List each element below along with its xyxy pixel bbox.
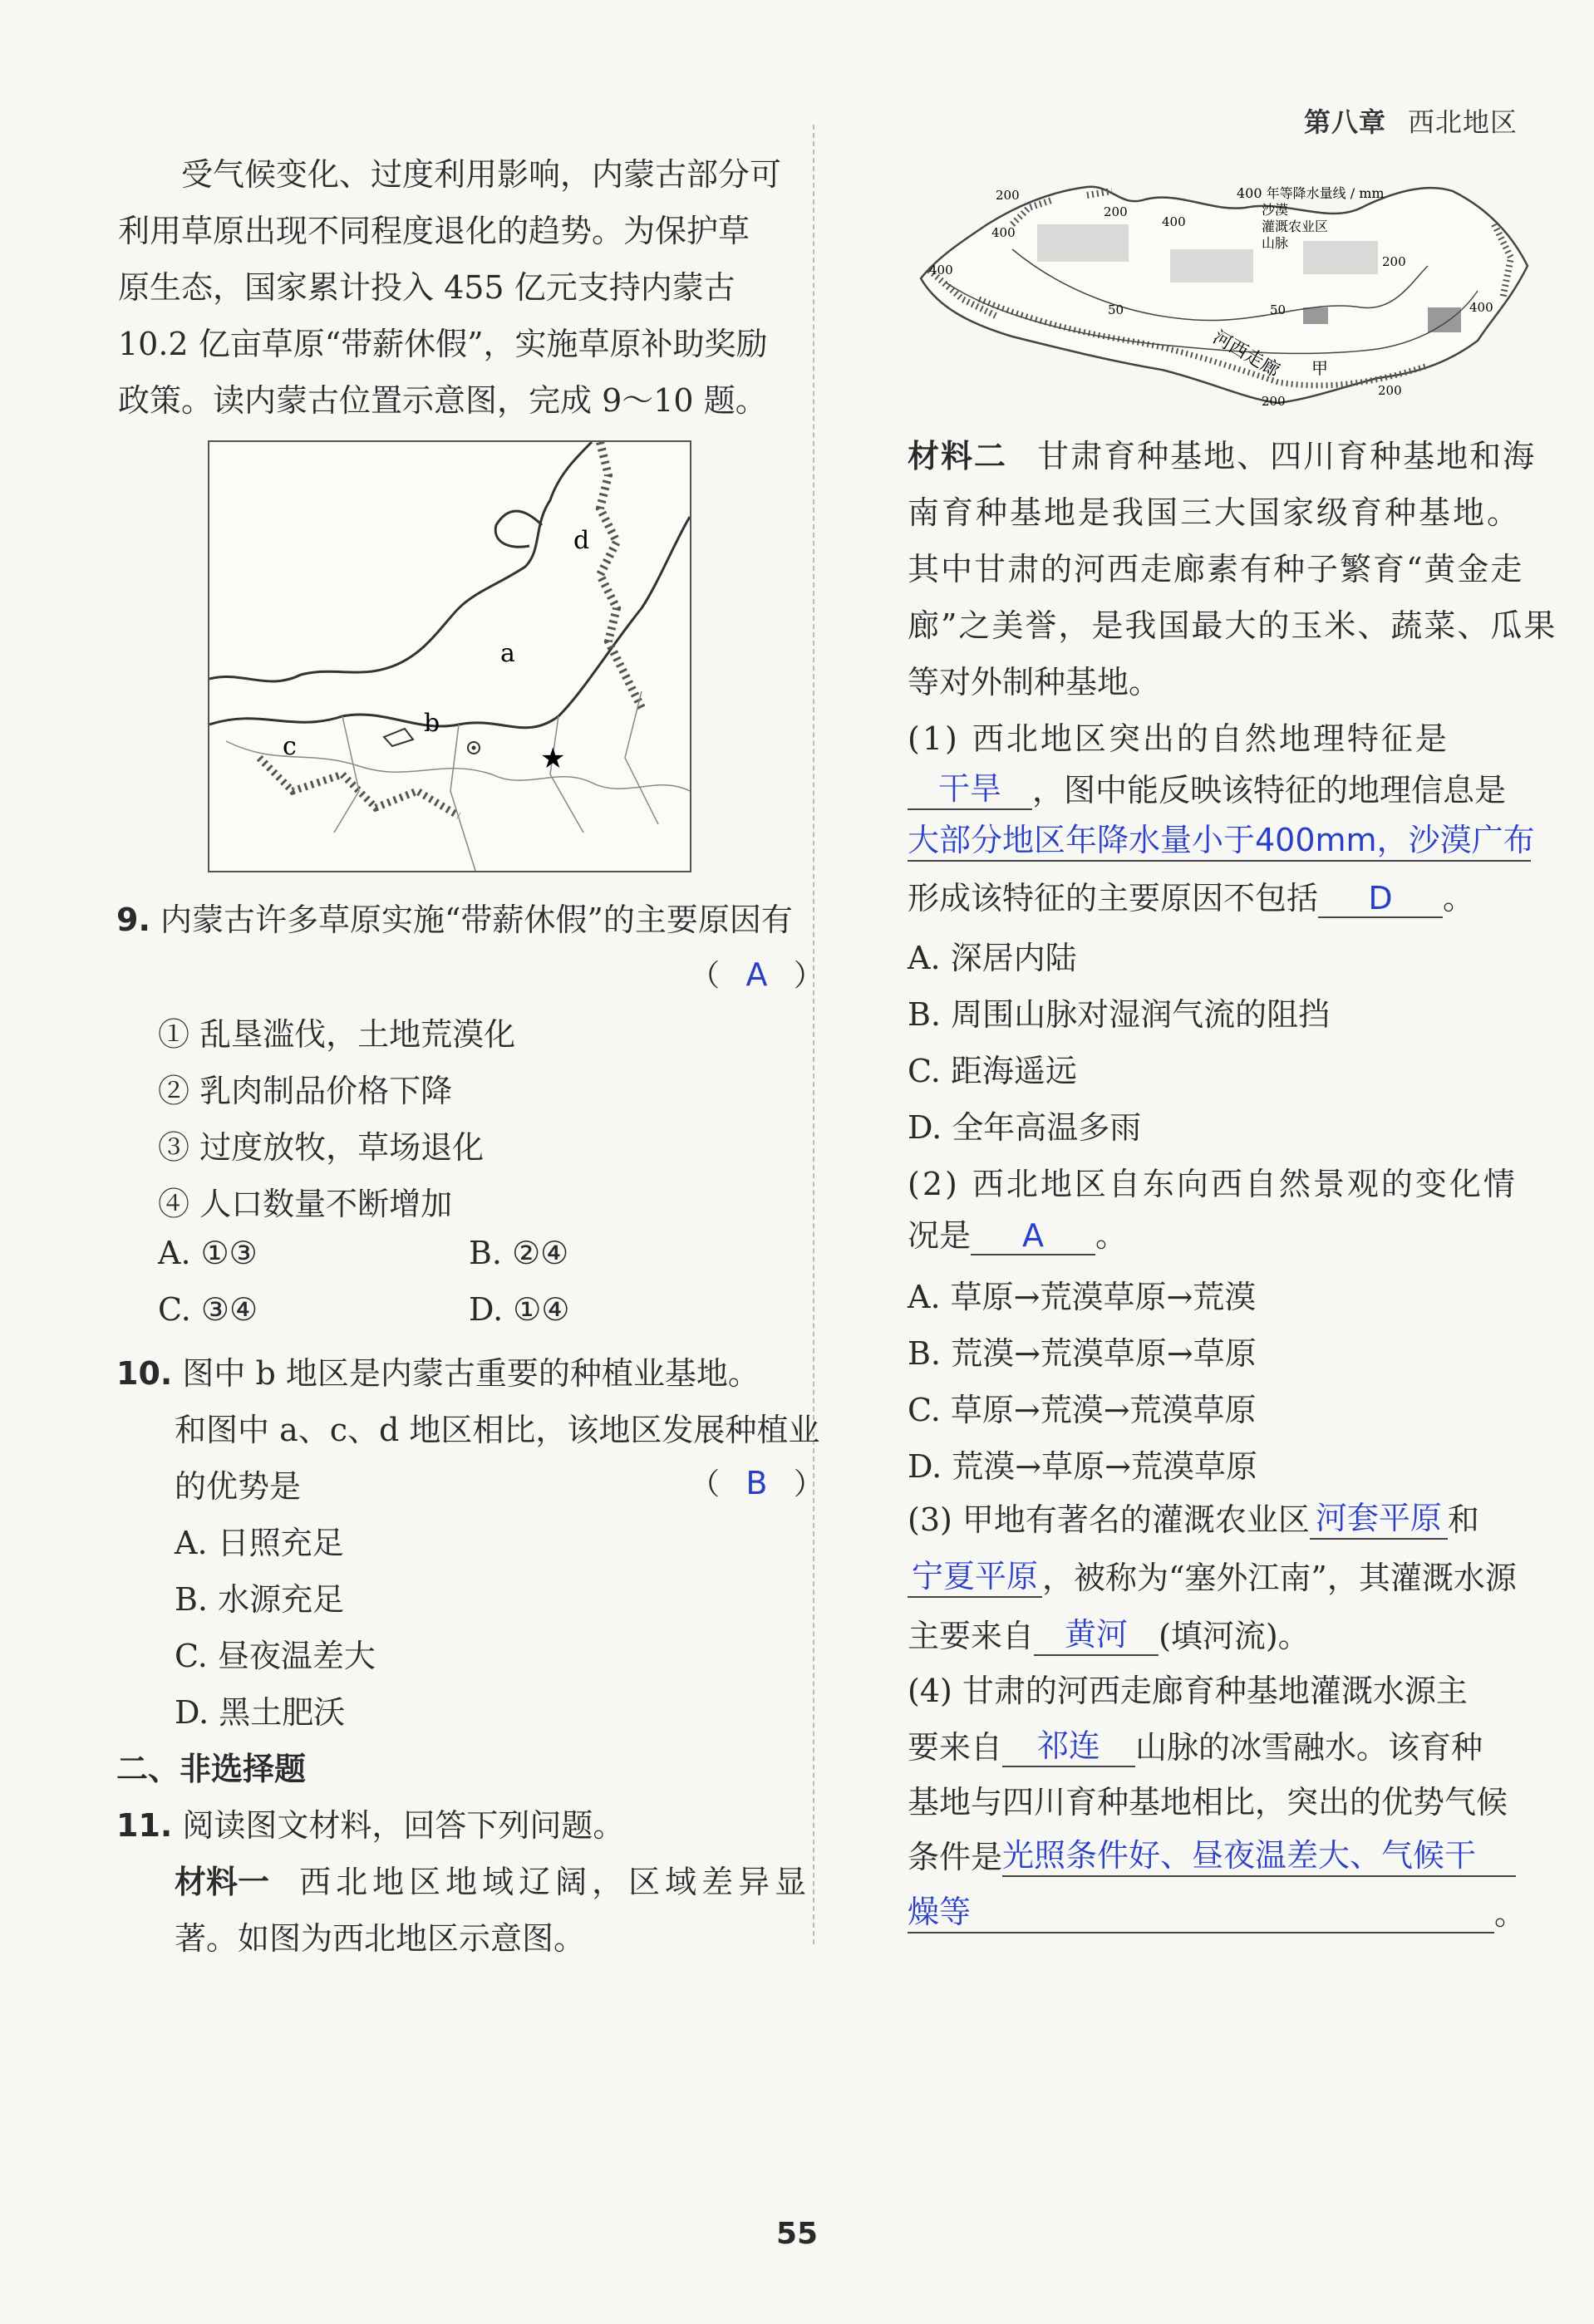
inner-mongolia-map-svg [209, 442, 690, 871]
p1-answer-1: 干旱 [937, 770, 1001, 807]
q9-answer: A [745, 956, 768, 993]
q10-option: B. 水源充足 [175, 1581, 345, 1618]
irrigation-area [1428, 307, 1461, 332]
material1-line: 著。如图为西北地区示意图。 [175, 1920, 586, 1957]
material2-text: 甘肃育种基地、四川育种基地和海 [1037, 438, 1537, 474]
column-divider [813, 125, 814, 1944]
p1-tail-end: 。 [1443, 880, 1475, 916]
p3-answer-3: 黄河 [1065, 1616, 1129, 1653]
p2-pre: 况是 [908, 1217, 972, 1254]
p3-pre2: 主要来自 [908, 1618, 1035, 1654]
q10-stem [116, 1348, 760, 1393]
q9-option: A. ①③ [158, 1235, 258, 1271]
q10-option: D. 黑土肥沃 [175, 1694, 346, 1731]
contour-label: 200 [1262, 394, 1286, 409]
q9-item: ② 乳肉制品价格下降 [158, 1073, 453, 1109]
p2-option: D. 荒漠→草原→荒漠草原 [908, 1448, 1257, 1485]
q9-option: B. ②④ [469, 1235, 569, 1271]
corridor-label: 河西走廊 [1209, 327, 1283, 382]
p2-option: B. 荒漠→荒漠草原→草原 [908, 1335, 1257, 1372]
contour-label: 200 [1382, 254, 1406, 269]
material2-line: 等对外制种基地。 [908, 664, 1161, 700]
chapter-title: 西北地区 [1407, 106, 1518, 138]
p3-line [908, 1609, 1310, 1656]
p1-answer-2: 大部分地区年降水量小于400mm，沙漠广布 [908, 822, 1535, 858]
material1-label: 材料一 [175, 1864, 270, 1900]
p4-line [908, 1720, 1483, 1767]
p2-blank [971, 1217, 1095, 1255]
p4-blank [908, 1886, 1494, 1933]
q9-option: C. ③④ [158, 1291, 258, 1328]
q10-stem-line: 的优势是 [175, 1468, 302, 1505]
legend-isohyet: 400 年等降水量线 / mm [1237, 185, 1385, 201]
q9-item: ④ 人口数量不断增加 [158, 1186, 453, 1222]
location-jia: 甲 [1311, 358, 1328, 378]
q9-answer-paren: （ A ） [690, 956, 824, 993]
p3-and: 和 [1447, 1501, 1479, 1538]
p4-line [908, 1886, 1526, 1933]
material2-line: 廊”之美誉，是我国最大的玉米、蔬菜、瓜果 [908, 607, 1557, 644]
section-title: 二、非选择题 [116, 1751, 307, 1787]
p1-blank [1318, 880, 1443, 918]
map-label-c: c [283, 732, 297, 761]
inner-mongolia-map [208, 440, 691, 872]
q10-number: 10. [116, 1355, 173, 1392]
p4-answer-2b: 燥等 [908, 1894, 972, 1930]
material1-line [175, 1856, 811, 1902]
material2-line: 南育种基地是我国三大国家级育种基地。 [908, 494, 1522, 531]
desert-area [1303, 241, 1378, 274]
p1-option: B. 周围山脉对湿润气流的阻挡 [908, 996, 1331, 1033]
q9-stem-text: 内蒙古许多草原实施“带薪休假”的主要原因有 [160, 902, 793, 938]
q11-stem [116, 1800, 624, 1845]
p3-blank [908, 1550, 1042, 1598]
map-label-d: d [573, 526, 590, 555]
p4-end: 。 [1494, 1895, 1527, 1932]
p1-answer-3: D [1368, 880, 1393, 916]
boundary-line [209, 442, 592, 681]
intro-line: 10.2 亿亩草原“带薪休假”，实施草原补助奖励 [118, 326, 768, 362]
q9-stem [116, 894, 793, 940]
p4-answer-1: 祁连 [1037, 1727, 1101, 1764]
q10-stem-line: 和图中 a、c、d 地区相比，该地区发展种植业 [175, 1412, 820, 1448]
intro-line: 利用草原出现不同程度退化的趋势。为保护草 [118, 213, 750, 249]
p4-line: 基地与四川育种基地相比，突出的优势气候 [908, 1784, 1508, 1820]
page-header [1304, 101, 1518, 140]
p1-blank [908, 763, 1032, 810]
p2-line [908, 1210, 1127, 1255]
p4-blank [1002, 1830, 1516, 1877]
p1-option: C. 距海遥远 [908, 1053, 1077, 1089]
p2-post: 。 [1095, 1217, 1128, 1254]
legend-mountain: 山脉 [1262, 235, 1289, 251]
p4-answer-2a: 光照条件好、昼夜温差大、气候干 [1002, 1837, 1477, 1874]
p1-line [908, 872, 1474, 918]
irrigation-area [1303, 307, 1328, 324]
p3-blank [1034, 1609, 1159, 1656]
p4-line: (4) 甘肃的河西走廊育种基地灌溉水源主 [908, 1673, 1468, 1709]
region-outline [921, 187, 1528, 403]
q10-stem-line: 图中 b 地区是内蒙古重要的种植业基地。 [182, 1355, 760, 1392]
boundary-line [495, 511, 542, 547]
material2-label: 材料二 [908, 438, 1008, 474]
p3-pre: (3) 甲地有著名的灌溉农业区 [908, 1501, 1310, 1538]
northwest-china-map [913, 174, 1544, 415]
p4-blank [1002, 1720, 1135, 1767]
p3-answer-1: 河套平原 [1315, 1500, 1442, 1536]
capital-star: ★ [540, 742, 566, 775]
q9-item: ③ 过度放牧，草场退化 [158, 1129, 485, 1166]
material2-line [908, 430, 1536, 476]
q9-option: D. ①④ [469, 1291, 570, 1328]
p2-line: (2) 西北地区自东向西自然景观的变化情 [908, 1166, 1518, 1202]
q11-number: 11. [116, 1807, 173, 1844]
intro-line: 受气候变化、过度利用影响，内蒙古部分可 [181, 156, 782, 193]
q10-option: C. 昼夜温差大 [175, 1638, 376, 1674]
p1-mid-text: ，图中能反映该特征的地理信息是 [1032, 772, 1507, 808]
contour-label: 400 [991, 225, 1016, 240]
q9-number: 9. [116, 902, 150, 938]
p2-answer: A [1022, 1217, 1045, 1254]
intro-paragraph [118, 146, 799, 429]
p3-mid: ，被称为“塞外江南”，其灌溉水源 [1042, 1560, 1517, 1596]
legend-desert: 沙漠 [1262, 202, 1289, 218]
contour-label: 50 [1270, 302, 1287, 317]
intro-line: 原生态，国家累计投入 455 亿元支持内蒙古 [118, 269, 736, 306]
desert-area [1170, 249, 1253, 283]
material1-text: 西北地区地域辽阔，区域差异显 [299, 1864, 812, 1900]
p3-blank [1310, 1492, 1448, 1540]
contour-label: 400 [929, 263, 953, 278]
contour-label: 200 [1378, 383, 1402, 398]
city-marker [472, 746, 476, 750]
p3-line [908, 1492, 1479, 1540]
p4-pre4: 条件是 [908, 1839, 1003, 1875]
p4-mid: 山脉的冰雪融水。该育种 [1135, 1729, 1483, 1766]
p4-pre: 要来自 [908, 1729, 1003, 1766]
q10-answer: B [745, 1465, 768, 1501]
page-number: 55 [775, 2217, 819, 2251]
p3-line [908, 1550, 1517, 1598]
intro-line: 政策。读内蒙古位置示意图，完成 9～10 题。 [118, 382, 767, 419]
q10-option: A. 日照充足 [175, 1525, 344, 1561]
q11-stem-text: 阅读图文材料，回答下列问题。 [182, 1807, 625, 1844]
p2-option: C. 草原→荒漠→荒漠草原 [908, 1392, 1257, 1428]
p1-option: A. 深居内陆 [908, 940, 1077, 976]
northwest-china-map-svg [913, 174, 1544, 415]
p3-post: (填河流)。 [1159, 1618, 1310, 1654]
legend-irrigation: 灌溉农业区 [1262, 219, 1329, 234]
p2-option: A. 草原→荒漠草原→荒漠 [908, 1279, 1257, 1315]
q10-answer-paren: （ B ） [690, 1465, 824, 1501]
p1-option: D. 全年高温多雨 [908, 1109, 1142, 1146]
p1-tail-text: 形成该特征的主要原因不包括 [908, 880, 1319, 916]
farming-area-b [384, 729, 413, 746]
mountain-range [600, 442, 642, 708]
map-label-a: a [500, 639, 515, 668]
p4-line [908, 1830, 1516, 1877]
contour-label: 50 [1108, 302, 1124, 317]
contour-label: 200 [996, 188, 1020, 203]
boundary-line [209, 517, 690, 728]
contour-label: 400 [1162, 214, 1186, 229]
p1-line: (1) 西北地区突出的自然地理特征是 [908, 720, 1449, 757]
province-border [334, 691, 658, 871]
p1-blank [908, 814, 1535, 862]
contour-label: 400 [1469, 300, 1493, 315]
map-label-b: b [424, 709, 440, 738]
chapter-label: 第八章 [1303, 106, 1386, 138]
p1-line [908, 814, 1535, 862]
q9-item: ① 乱垦滥伐，土地荒漠化 [158, 1016, 516, 1053]
material2-line: 其中甘肃的河西走廊素有种子繁育“黄金走 [908, 551, 1524, 587]
contour-label: 200 [1104, 204, 1128, 219]
p3-answer-2: 宁夏平原 [911, 1558, 1038, 1594]
desert-area [1037, 224, 1129, 262]
p1-line [908, 763, 1506, 810]
